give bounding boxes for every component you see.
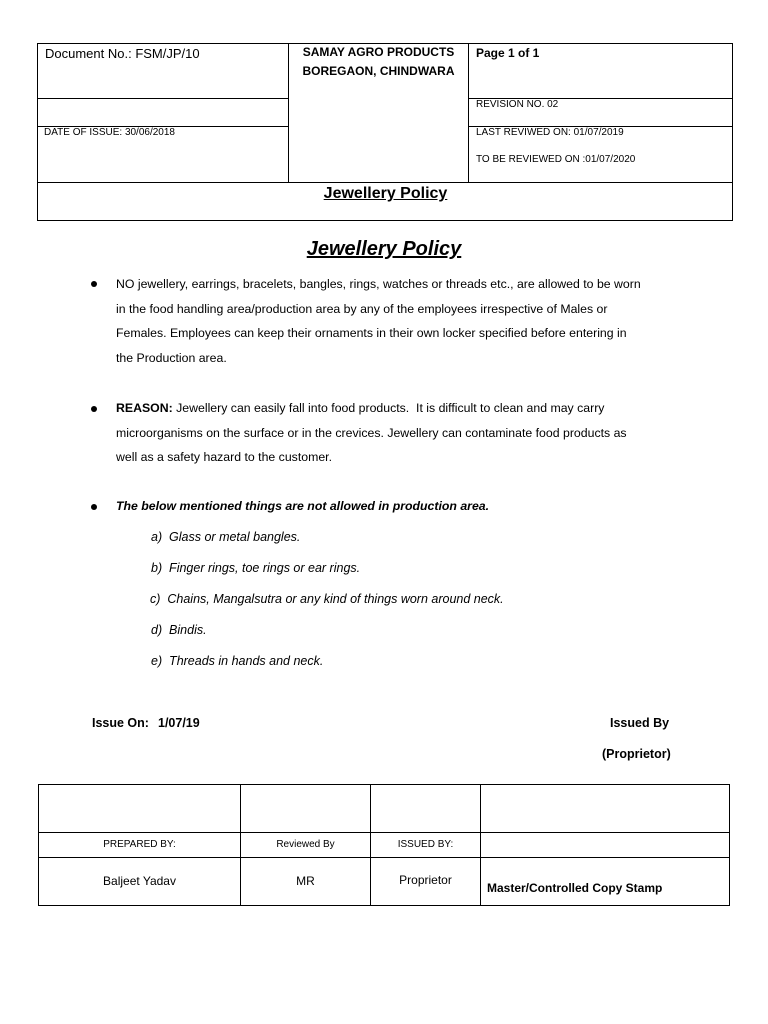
paragraph-line: well as a safety hazard to the customer. xyxy=(116,450,332,464)
paragraph-line: Females. Employees can keep their ornaments in their own locker specified before entering in xyxy=(116,326,627,340)
policy-paragraph-1 xyxy=(116,272,716,370)
copy-stamp-label: Master/Controlled Copy Stamp xyxy=(487,881,663,895)
paragraph-line: NO jewellery, earrings, bracelets, bangles, rings, watches or threads etc., are allowed to be worn xyxy=(116,277,641,291)
paragraph-line: microorganisms on the surface or in the crevices. Jewellery can contaminate food products as xyxy=(116,425,627,440)
table-divider xyxy=(39,857,730,858)
header-divider xyxy=(38,182,733,183)
prepared-by-label: PREPARED BY: xyxy=(103,839,176,850)
revision-number: REVISION NO. 02 xyxy=(476,99,559,110)
header-divider xyxy=(38,98,288,99)
proprietor-label: (Proprietor) xyxy=(602,747,671,761)
paragraph-line: the Production area. xyxy=(116,350,227,365)
date-of-issue: DATE OF ISSUE: 30/06/2018 xyxy=(44,127,175,138)
list-item: a) Glass or metal bangles. xyxy=(151,530,301,544)
company-location: BOREGAON, CHINDWARA xyxy=(302,64,455,78)
reviewed-by-value: MR xyxy=(296,874,315,888)
header-policy-title: Jewellery Policy xyxy=(323,185,448,202)
paragraph-line: in the food handling area/production area by any of the employees irrespective of Males or xyxy=(116,301,608,316)
issue-on-label: Issue On: xyxy=(92,716,149,730)
signature-table xyxy=(38,784,730,906)
bullet-icon xyxy=(91,504,97,510)
document-number: Document No.: FSM/JP/10 xyxy=(45,46,200,61)
bullet-icon xyxy=(91,281,97,287)
issue-on-value: 1/07/19 xyxy=(158,716,200,730)
last-reviewed: LAST REVIWED ON: 01/07/2019 xyxy=(476,127,624,138)
issued-by-label: Issued By xyxy=(610,716,670,730)
header-divider xyxy=(468,44,469,182)
issued-by-value: Proprietor xyxy=(399,873,452,887)
reason-label: REASON: xyxy=(116,401,173,415)
page-number: Page 1 of 1 xyxy=(476,46,540,60)
company-name: SAMAY AGRO PRODUCTS xyxy=(302,45,455,59)
list-item: e) Threads in hands and neck. xyxy=(151,654,324,668)
bullet-icon xyxy=(91,406,97,412)
to-be-reviewed: TO BE REVIEWED ON :01/07/2020 xyxy=(476,154,636,165)
list-item: d) Bindis. xyxy=(151,623,207,637)
policy-paragraph-2 xyxy=(116,396,716,470)
list-item: b) Finger rings, toe rings or ear rings. xyxy=(151,561,361,575)
paragraph-line xyxy=(116,396,716,421)
not-allowed-heading: The below mentioned things are not allowed in production area. xyxy=(116,499,490,513)
issued-by-label: ISSUED BY: xyxy=(397,839,454,850)
reviewed-by-label: Reviewed By xyxy=(276,839,335,850)
list-item: c) Chains, Mangalsutra or any kind of things worn around neck. xyxy=(150,592,504,606)
table-divider xyxy=(480,785,481,906)
prepared-by-value: Baljeet Yadav xyxy=(103,874,176,888)
reason-text: Jewellery can easily fall into food products. It is difficult to clean and may carry xyxy=(172,401,605,415)
table-divider xyxy=(39,832,730,833)
page-title: Jewellery Policy xyxy=(306,238,462,260)
header-table xyxy=(37,43,733,221)
